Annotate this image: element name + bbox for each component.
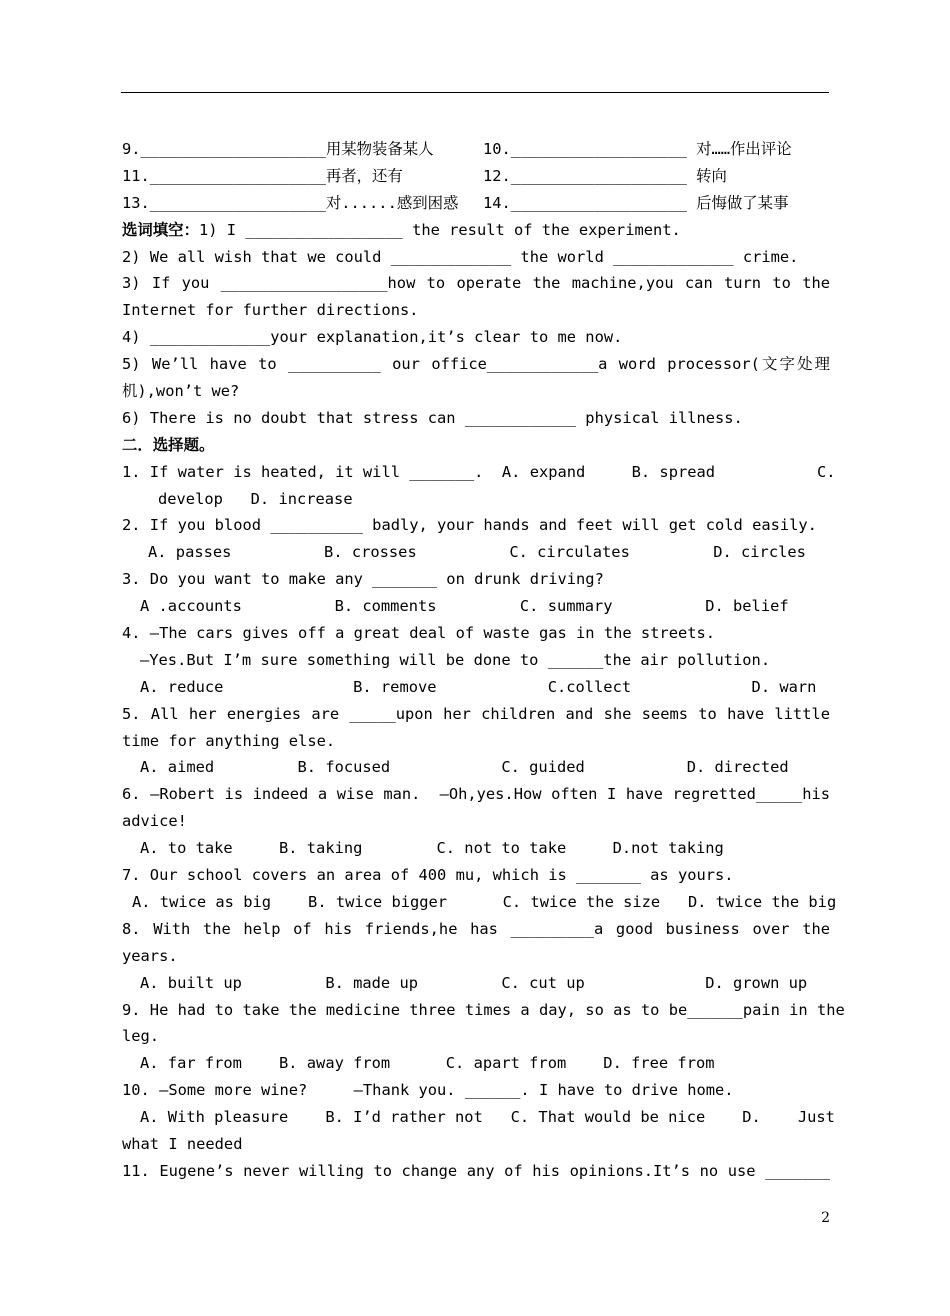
- vocab-row: [122, 163, 830, 190]
- vocab-item: 12.___________________ 转向: [483, 166, 727, 185]
- options-line: what I needed: [122, 1134, 243, 1153]
- fill-text: 1) I _________________ the result of the experiment.: [198, 220, 681, 239]
- options-line: A. aimed B. focused C. guided D. directed: [140, 758, 789, 777]
- question-line: time for anything else.: [122, 731, 336, 750]
- page-content: [122, 136, 845, 1185]
- fill-line: Internet for further directions.: [122, 301, 419, 320]
- question-line: 6. —Robert is indeed a wise man. —Oh,yes.How often I have regretted_____his: [122, 785, 830, 804]
- vocab-row: [122, 190, 830, 217]
- fill-line: 3) If you __________________how to operate the machine,you can turn to the: [122, 274, 830, 293]
- options-line: A .accounts B. comments C. summary D. belief: [140, 597, 789, 616]
- fill-line: 2) We all wish that we could _____________ the world _____________ crime.: [122, 247, 799, 266]
- section-heading: 二．选择题。: [122, 435, 215, 454]
- vocab-row: [122, 136, 830, 163]
- options-line: A. With pleasure B. I’d rather not C. That would be nice D. Just: [140, 1108, 835, 1127]
- vocab-item: 9.____________________用某物装备某人: [122, 140, 434, 158]
- vocab-item: 10.___________________ 对……作出评论: [483, 140, 792, 158]
- fill-line: 5) We’ll have to __________ our office____________a word processor(文字处理: [122, 355, 830, 374]
- question-line: leg.: [122, 1027, 160, 1046]
- vocab-item: 13.___________________对......感到困惑: [122, 193, 459, 212]
- question-line: 7. Our school covers an area of 400 mu, which is _______ as yours.: [122, 866, 734, 885]
- question-line: —Yes.But I’m sure something will be done to ______the air pollution.: [140, 650, 771, 669]
- vocab-item: 14.___________________ 后悔做了某事: [483, 193, 789, 212]
- question-line: 1. If water is heated, it will _______. A. expand B. spread C.: [122, 462, 836, 481]
- header-rule: [121, 92, 829, 93]
- fill-heading: 选词填空：: [122, 220, 199, 239]
- page-number: 2: [821, 1210, 830, 1226]
- fill-line: 4) _____________your explanation,it’s clear to me now.: [122, 328, 623, 347]
- question-line: 2. If you blood __________ badly, your hands and feet will get cold easily.: [122, 516, 817, 535]
- fill-line: 6) There is no doubt that stress can ____________ physical illness.: [122, 408, 743, 427]
- question-line: 3. Do you want to make any _______ on drunk driving?: [122, 570, 604, 589]
- question-line: 8. With the help of his friends,he has _________a good business over the: [122, 919, 830, 938]
- options-line: A. built up B. made up C. cut up D. grown up: [140, 973, 808, 992]
- question-line: 5. All her energies are _____upon her children and she seems to have little: [122, 704, 830, 723]
- question-line: 11. Eugene’s never willing to change any of his opinions.It’s no use _______: [122, 1161, 830, 1180]
- question-line: 10. —Some more wine? —Thank you. ______. I have to drive home.: [122, 1081, 734, 1100]
- question-line: 4. —The cars gives off a great deal of waste gas in the streets.: [122, 624, 716, 643]
- options-line: A. to take B. taking C. not to take D.not taking: [140, 839, 724, 858]
- question-line: 9. He had to take the medicine three times a day, so as to be______pain in the: [122, 1000, 845, 1019]
- vocab-item: 11.___________________再者，还有: [122, 166, 403, 185]
- question-line: years.: [122, 946, 178, 965]
- options-line: A. reduce B. remove C.collect D. warn: [140, 677, 817, 696]
- question-line: advice!: [122, 812, 187, 831]
- options-line: A. passes B. crosses C. circulates D. circles: [148, 543, 806, 562]
- options-line: A. far from B. away from C. apart from D. free from: [140, 1054, 715, 1073]
- options-line: A. twice as big B. twice bigger C. twice the size D. twice the big: [132, 892, 837, 911]
- fill-line: 机),won’t we?: [122, 382, 240, 401]
- question-line: develop D. increase: [158, 489, 353, 508]
- fill-line: [122, 217, 830, 244]
